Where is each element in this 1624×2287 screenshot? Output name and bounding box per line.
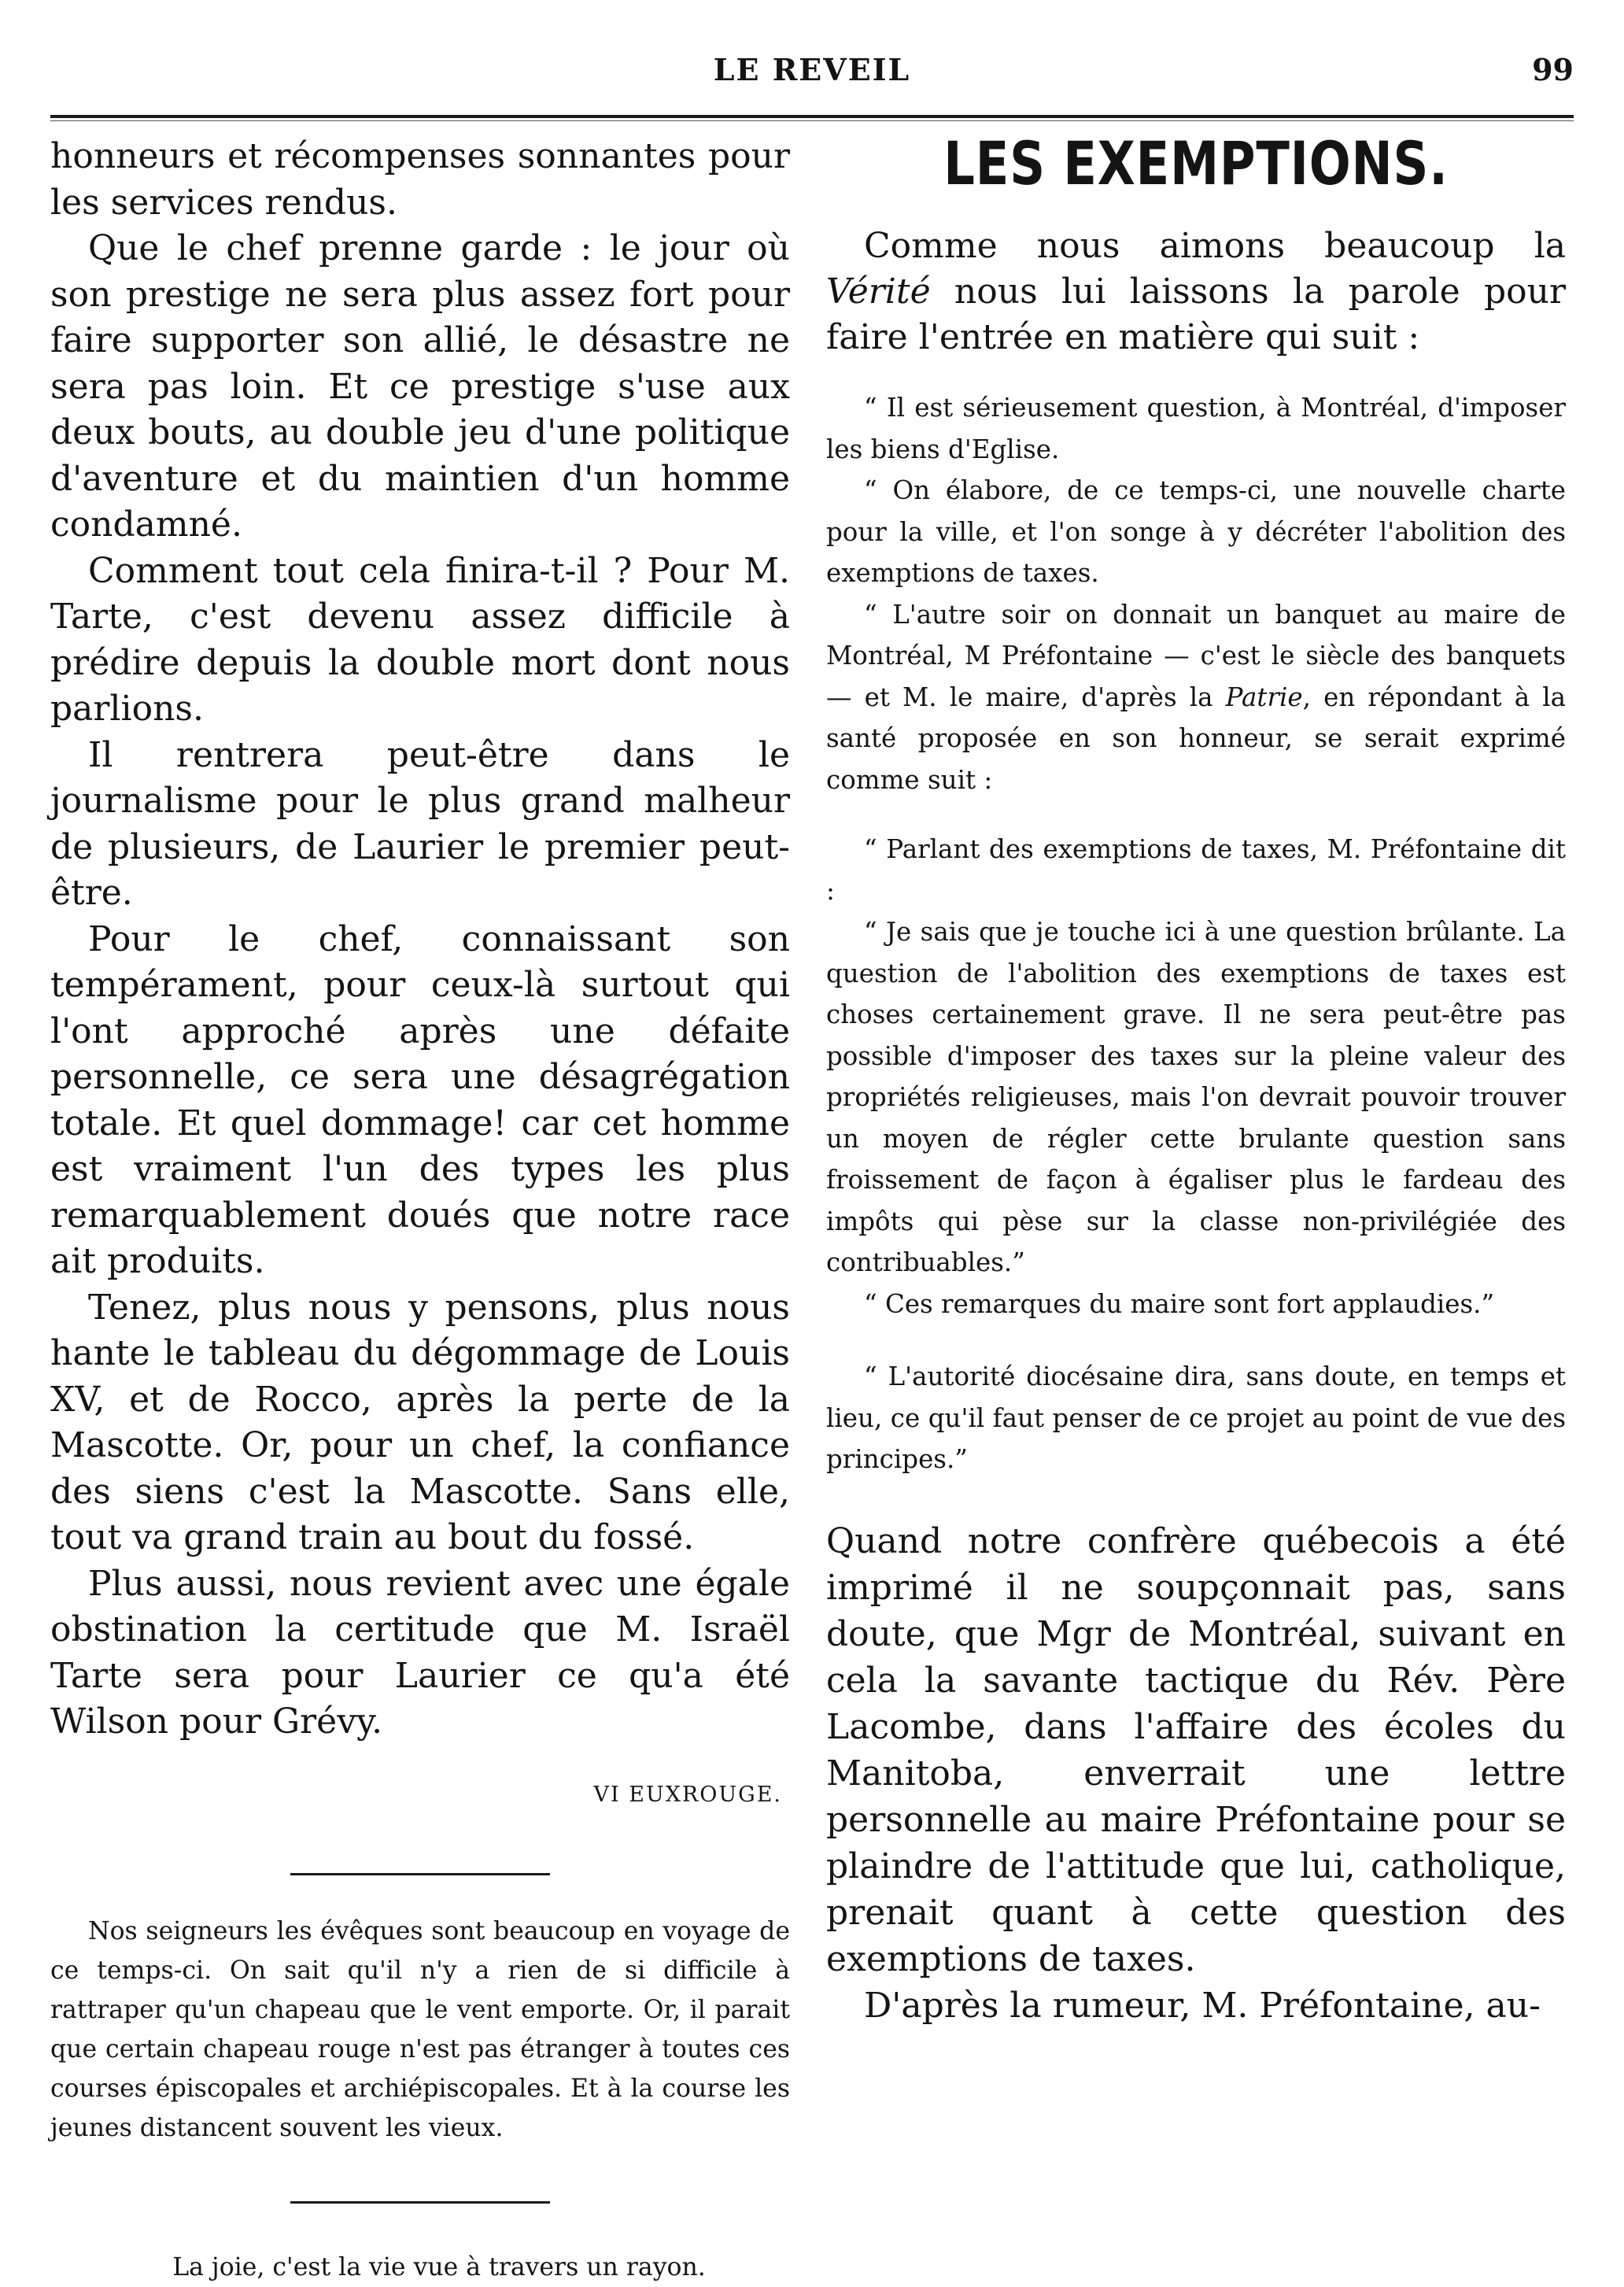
article-paragraph: Plus aussi, nous revient avec une égale obstination la certitude que M. Israël Tarte sera pour Laurier ce qu'a été Wilson pour Grévy. — [50, 1563, 790, 1742]
quoted-paragraph: “ Parlant des exemptions de taxes, M. Préfontaine dit : — [826, 834, 1566, 906]
right-column — [826, 126, 1566, 2029]
article-paragraph: Pour le chef, connaissant son tempérament, pour ceux-là surtout qui l'ont approché après une défaite personnelle, ce sera une désagrégation totale. Et quel dommage! car cet homme est vraiment l'un des types les plus remarquablement doués que notre race ait produits. — [50, 918, 790, 1281]
journal-name: Patrie — [1225, 682, 1303, 712]
aphorism: La joie, c'est la vie vue à travers un rayon. — [172, 2253, 706, 2281]
article-paragraph: Comment tout cela finira-t-il ? Pour M. Tarte, c'est devenu assez difficile à prédire depuis la double mort dont nous parlions. — [50, 550, 790, 729]
header-rule — [50, 115, 1574, 118]
article-paragraph: Il rentrera peut-être dans le journalisme pour le plus grand malheur de plusieurs, de Laurier le premier peut-être. — [50, 734, 790, 913]
article-headline: LES EXEMPTIONS. — [943, 128, 1449, 198]
left-column — [50, 134, 790, 2287]
article-paragraph: Tenez, plus nous y pensons, plus nous hante le tableau du dégommage de Louis XV, et de Rocco, après la perte de la Mascotte. Or, pour un chef, la confiance des siens c'est la Mascotte. Sans elle, tout va grand train au bout du fossé. — [50, 1287, 790, 1557]
quoted-paragraph: “ On élabore, de ce temps-ci, une nouvelle charte pour la ville, et l'on songe à y décréter l'abolition des exemptions de taxes. — [826, 475, 1566, 588]
section-divider — [290, 2201, 550, 2204]
news-note: Nos seigneurs les évêques sont beaucoup en voyage de ce temps-ci. On sait qu'il n'y a rien de si difficile à rattraper qu'un chapeau que le vent emporte. Or, il parait que certain chapeau rouge n'est pas étranger à toutes ces courses épiscopales et archiépiscopales. Et à la course les jeunes distancent souvent les vieux. — [50, 1917, 790, 2142]
article-paragraph: Que le chef prenne garde : le jour où son prestige ne sera plus assez fort pour faire supporter son allié, le désastre ne sera pas loin. Et ce prestige s'use aux deux bouts, au double jeu d'une politique d'aventure et du maintien d'un homme condamné. — [50, 228, 790, 545]
article-paragraph: D'après la rumeur, M. Préfontaine, au- — [864, 1985, 1541, 2026]
quoted-paragraph: “ L'autre soir on donnait un banquet au maire de Montréal, M Préfontaine — c'est le siècle des banquets — et M. le maire, d'après la Patrie, en répondant à la santé proposée en son honneur, se serait exprimé comme suit : — [826, 599, 1566, 795]
page-header — [0, 52, 1624, 91]
journal-name: Vérité — [826, 272, 931, 312]
quoted-paragraph: “ Ces remarques du maire sont fort applaudies.” — [864, 1288, 1495, 1319]
quoted-paragraph: “ Il est sérieusement question, à Montréal, d'imposer les biens d'Eglise. — [826, 393, 1566, 464]
article-paragraph: Quand notre confrère québecois a été imprimé il ne soupçonnait pas, sans doute, que Mgr de Montréal, suivant en cela la savante tactique du Rév. Père Lacombe, dans l'affaire des écoles du Manitoba, enverrait une lettre personnelle au maire Préfontaine pour se plaindre de l'attitude que lui, catholique, prenait quant à cette question des exemptions de taxes. — [826, 1520, 1566, 1979]
section-divider — [290, 1873, 550, 1875]
running-title: LE REVEIL — [713, 52, 911, 87]
author-signature: VI EUXROUGE. — [593, 1782, 782, 1807]
intro-paragraph: Comme nous aimons beaucoup la Vérité nous lui laissons la parole pour faire l'entrée en matière qui suit : — [826, 226, 1566, 357]
article-paragraph: honneurs et récompenses sonnantes pour les services rendus. — [50, 136, 790, 223]
header-rule-thin — [50, 120, 1574, 121]
quoted-paragraph: “ Je sais que je touche ici à une question brûlante. La question de l'abolition des exemptions de taxes est choses certainement grave. Il ne sera peut-être pas possible d'imposer des taxes sur la pleine valeur des propriétés religieuses, mais l'on devrait pouvoir trouver un moyen de régler cette brulante question sans froissement de façon à égaliser plus le fardeau des impôts qui pèse sur la classe non-privilégiée des contribuables.” — [826, 917, 1566, 1277]
page-number: 99 — [1532, 52, 1574, 87]
quoted-paragraph: “ L'autorité diocésaine dira, sans doute, en temps et lieu, ce qu'il faut penser de ce projet au point de vue des principes.” — [826, 1361, 1566, 1474]
